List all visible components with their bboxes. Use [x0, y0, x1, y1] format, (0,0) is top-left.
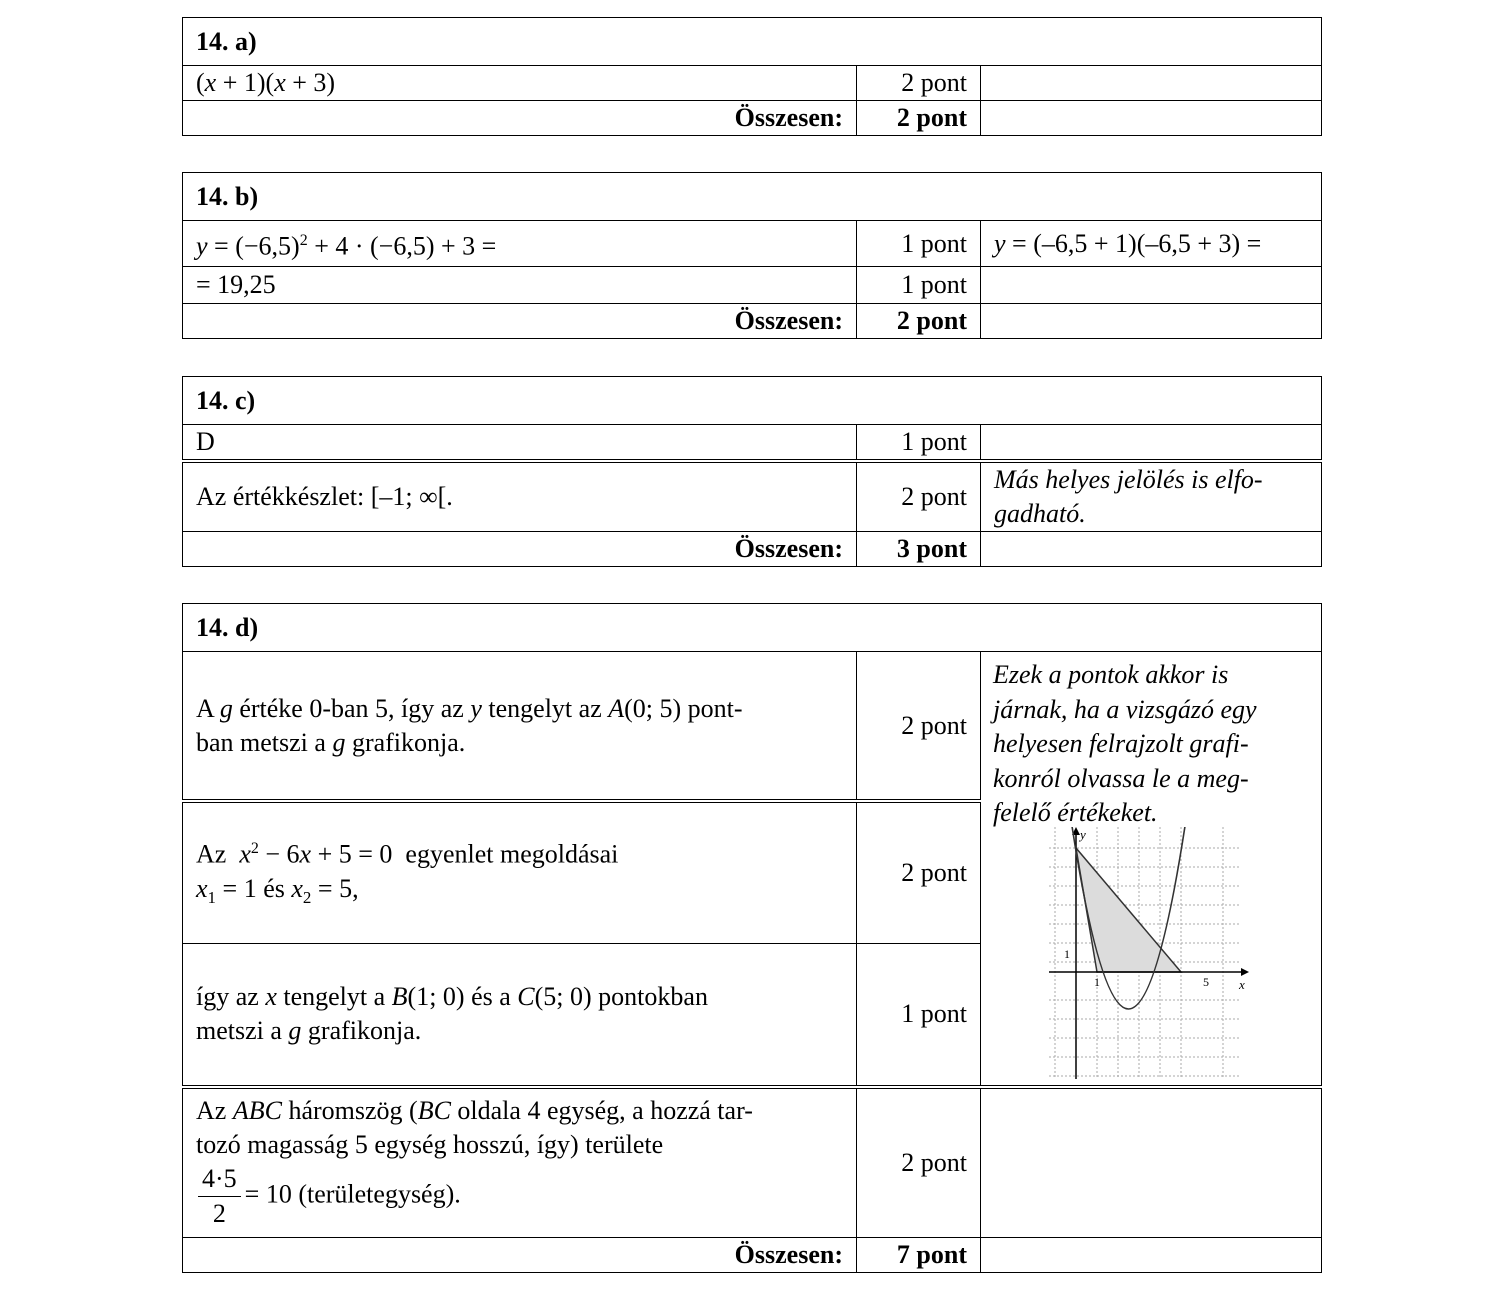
- section-title: 14. d): [183, 604, 1322, 652]
- area-result: = 10 (területegység).: [244, 1179, 461, 1209]
- section-title: 14. c): [183, 377, 1322, 425]
- fraction-numerator: 4·5: [198, 1162, 241, 1197]
- solution-text: Az értékkészlet: [–1; ∞[.: [183, 461, 857, 532]
- note-cell: [981, 1087, 1322, 1238]
- section-14b: [182, 172, 1322, 339]
- solution-text: $y = (-6,5)^2 + 4 \cdot (-6,5) + 3$ =: [183, 221, 857, 267]
- points: 2 pont: [857, 66, 981, 101]
- note-cell: [981, 425, 1322, 462]
- points: 2 pont: [857, 801, 981, 944]
- total-label: Összesen:: [183, 304, 857, 339]
- note-cell: [981, 267, 1322, 304]
- note-text: Más helyes jelölés is elfo- gadható.: [981, 461, 1322, 532]
- points: 1 pont: [857, 267, 981, 304]
- note-cell: y = (–6,5 + 1)(–6,5 + 3) =: [981, 221, 1322, 267]
- solution-text: Az ABC háromszög (BC oldala 4 egység, a hozzá tar- tozó magasság 5 egység hosszú, így) területe $\frac{4\cdot 5}{2}$ = 10 (területegység).: [183, 1087, 857, 1238]
- area-fraction: [198, 1162, 241, 1231]
- section-title: 14. a): [183, 18, 1322, 66]
- y-axis-label: y: [1080, 826, 1086, 842]
- total-label: Összesen:: [183, 532, 857, 567]
- total-points: 3 pont: [857, 532, 981, 567]
- total-label: Összesen:: [183, 1238, 857, 1273]
- note-text: Ezek a pontok akkor is járnak, ha a vizsgázó egy helyesen felrajzolt grafi- konról olvassa le a meg- felelő értékeket.: [993, 660, 1257, 827]
- points: 2 pont: [857, 1087, 981, 1238]
- solution-text: = 19,25: [183, 267, 857, 304]
- total-label: Összesen:: [183, 101, 857, 136]
- fraction-denominator: 2: [212, 1199, 226, 1229]
- points: 1 pont: [857, 221, 981, 267]
- section-14d: [182, 603, 1322, 1273]
- y-tick-1: 1: [1064, 946, 1070, 961]
- parabola-graph: [1049, 827, 1259, 1085]
- note-cell: [981, 532, 1322, 567]
- note-cell: [981, 304, 1322, 339]
- total-points: 2 pont: [857, 101, 981, 136]
- points: 2 pont: [857, 652, 981, 802]
- points: 2 pont: [857, 461, 981, 532]
- total-points: 7 pont: [857, 1238, 981, 1273]
- section-title: 14. b): [183, 173, 1322, 221]
- section-14c: [182, 376, 1322, 567]
- solution-text: Az $x^2 - 6x + 5 = 0$ egyenlet megoldásai $x_1 = 1$ és $x_2 = 5$,: [183, 801, 857, 944]
- solution-text: (x + 1)(x + 3): [183, 66, 857, 101]
- note-cell: [981, 652, 1322, 1087]
- solution-text: D: [183, 425, 857, 462]
- note-cell: [981, 66, 1322, 101]
- note-cell: [981, 101, 1322, 136]
- solution-text: A g értéke 0-ban 5, így az y tengelyt az A(0; 5) pont- ban metszi a g grafikonja.: [183, 652, 857, 802]
- x-axis-label: x: [1239, 976, 1245, 992]
- x-tick-1: 1: [1094, 974, 1100, 989]
- x-tick-5: 5: [1203, 974, 1209, 989]
- points: 1 pont: [857, 944, 981, 1087]
- solution-text: így az x tengelyt a B(1; 0) és a C(5; 0) pontokban metszi a g grafikonja.: [183, 944, 857, 1087]
- section-14a: [182, 17, 1322, 136]
- points: 1 pont: [857, 425, 981, 462]
- total-points: 2 pont: [857, 304, 981, 339]
- note-cell: [981, 1238, 1322, 1273]
